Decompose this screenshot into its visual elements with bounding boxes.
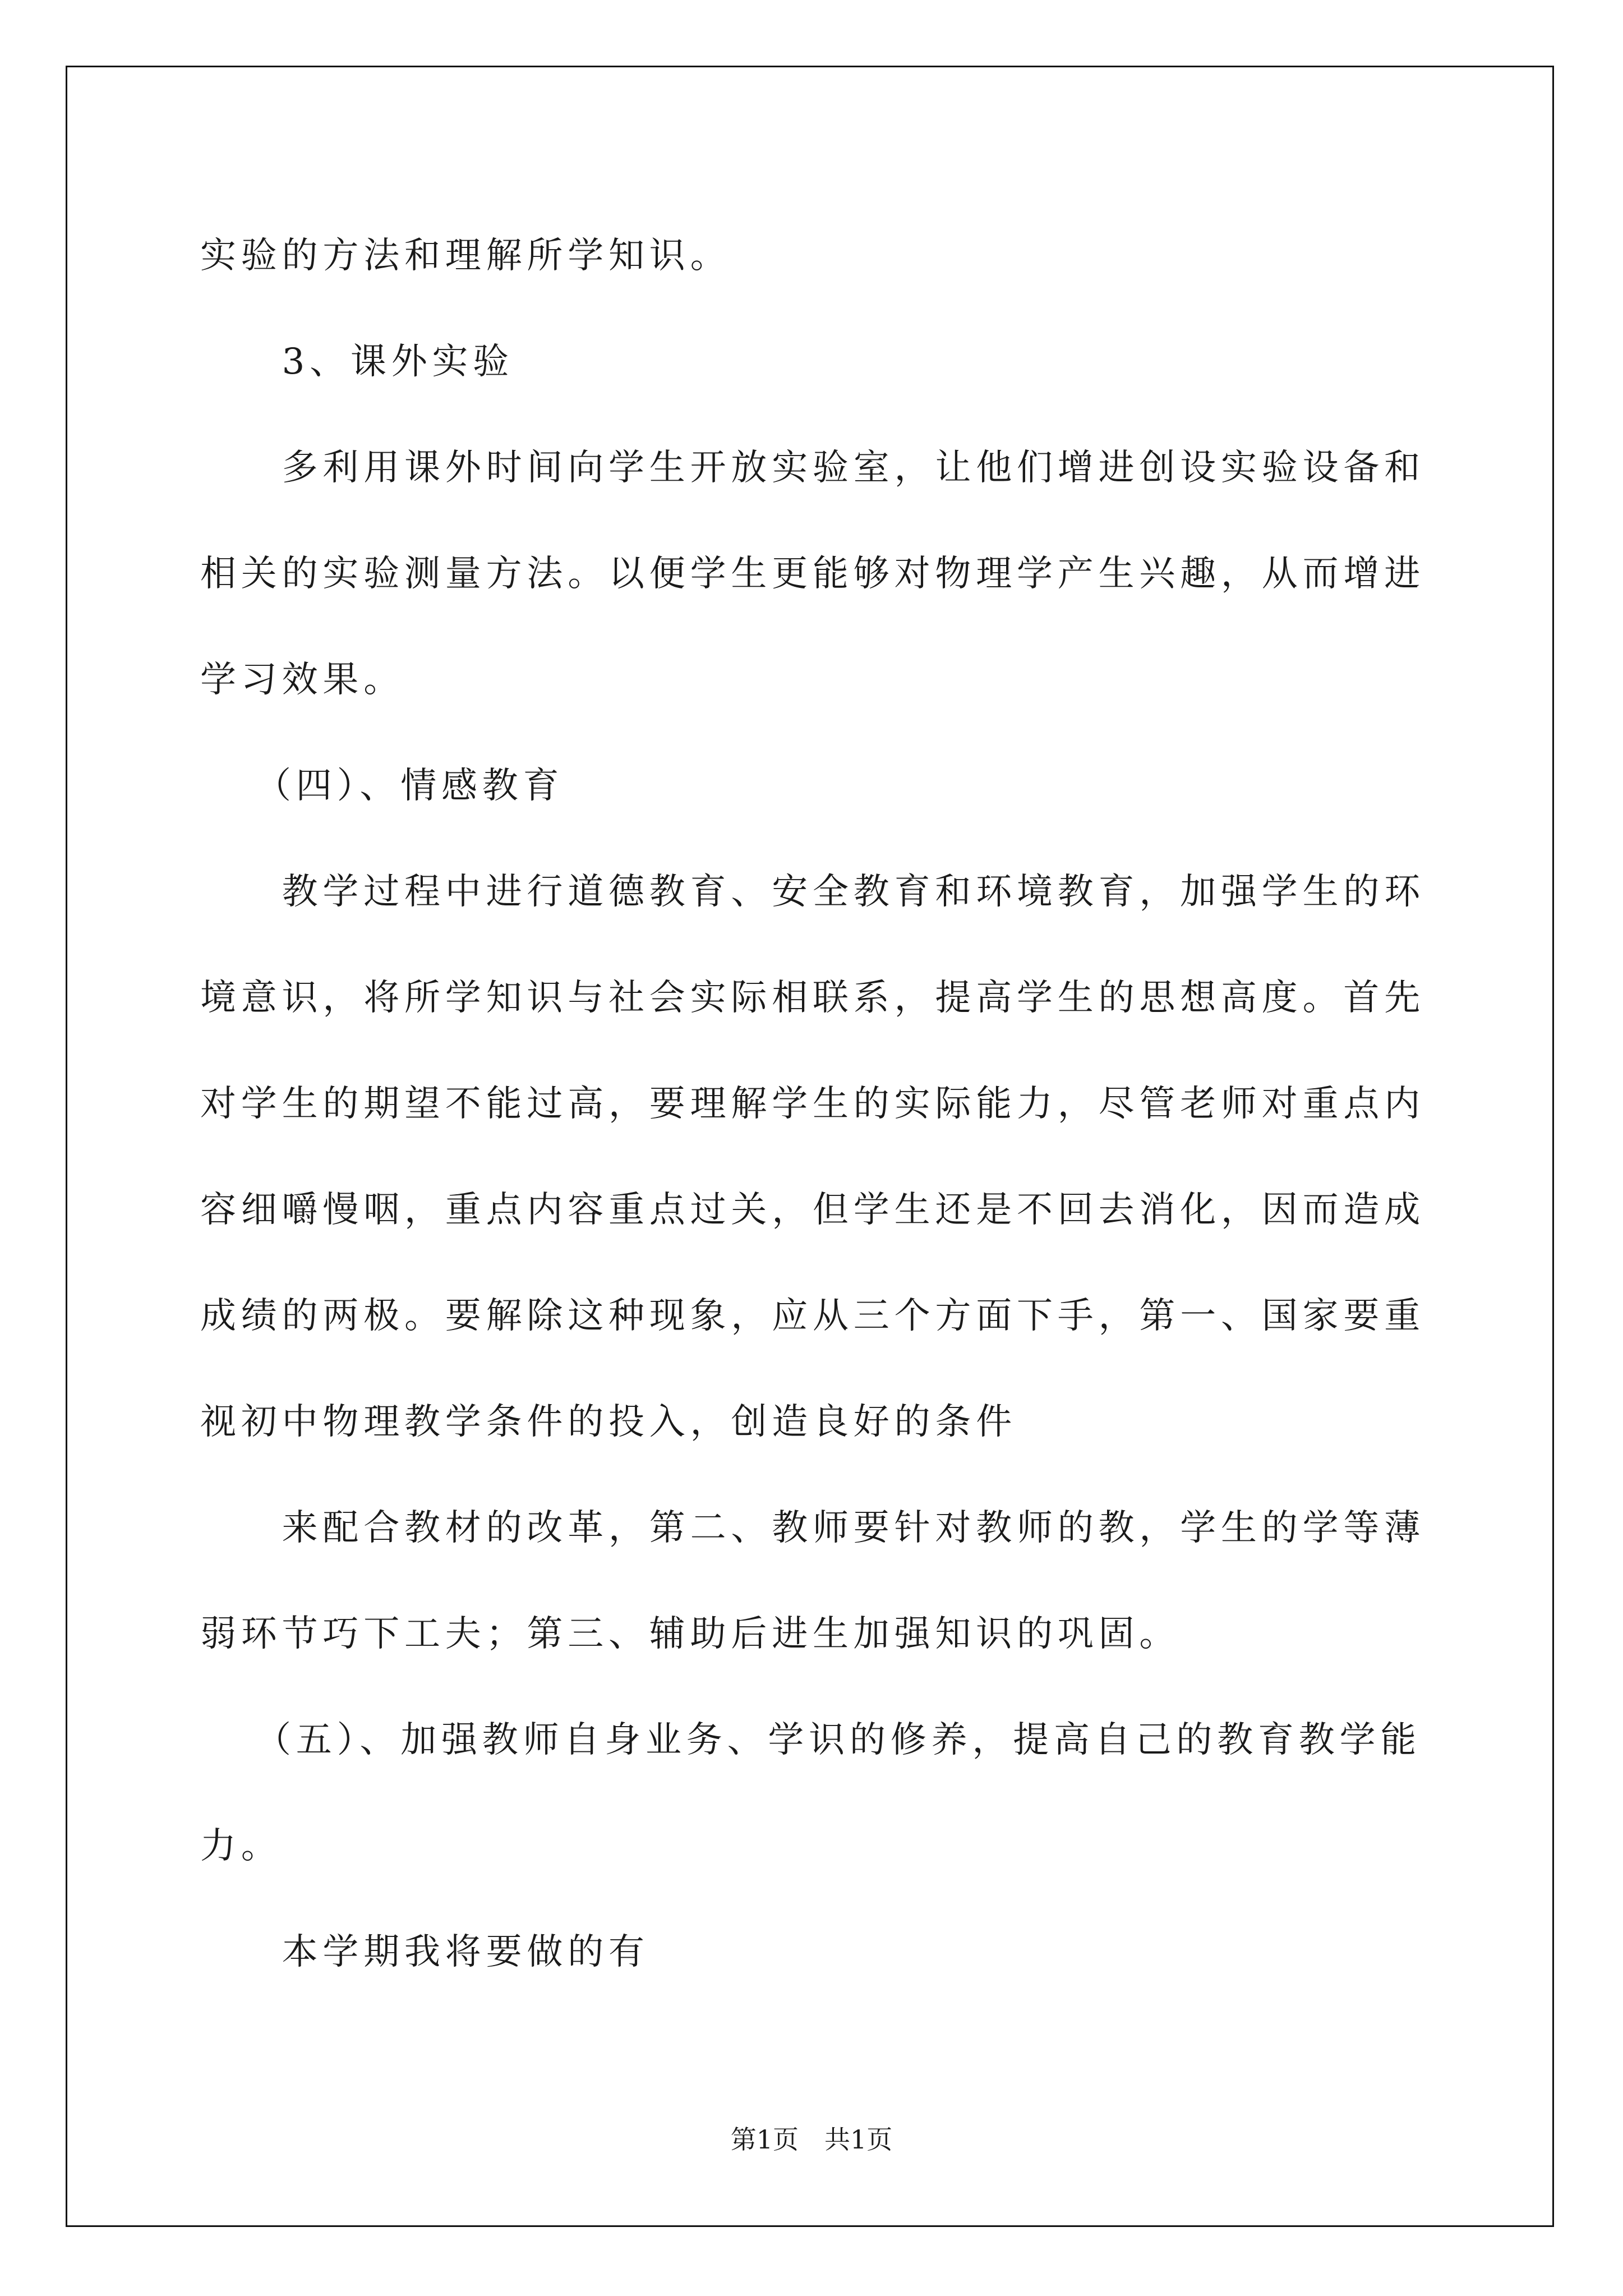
text-line: 容细嚼慢咽，重点内容重点过关，但学生还是不回去消化，因而造成 <box>200 1189 1425 1231</box>
page-total: 共1页 <box>824 2124 893 2155</box>
document-body <box>200 203 1490 2005</box>
text-line: 对学生的期望不能过高，要理解学生的实际能力，尽管老师对重点内 <box>200 1083 1425 1125</box>
text-line: 相关的实验测量方法。以便学生更能够对物理学产生兴趣，从而增进 <box>200 553 1425 595</box>
text-line: 成绩的两极。要解除这种现象，应从三个方面下手，第一、国家要重 <box>200 1295 1425 1337</box>
text-line: 来配合教材的改革，第二、教师要针对教师的教，学生的学等薄 <box>282 1507 1425 1549</box>
text-line: 视初中物理教学条件的投入，创造良好的条件 <box>200 1401 1017 1443</box>
text-line: 境意识，将所学知识与社会实际相联系，提高学生的思想高度。首先 <box>200 977 1425 1019</box>
text-line: 教学过程中进行道德教育、安全教育和环境教育，加强学生的环 <box>282 871 1425 913</box>
section-heading: （五）、加强教师自身业务、学识的修养，提高自己的教育教学能 <box>255 1719 1422 1761</box>
text-line: 力。 <box>200 1825 282 1867</box>
text-line: 弱环节巧下工夫；第三、辅助后进生加强知识的巩固。 <box>200 1613 1181 1655</box>
page-footer <box>0 2123 1623 2156</box>
text-line: 多利用课外时间向学生开放实验室，让他们增进创设实验设备和 <box>282 447 1425 489</box>
text-line: 实验的方法和理解所学知识。 <box>200 235 731 277</box>
text-line: 学习效果。 <box>200 659 404 701</box>
text-line: 本学期我将要做的有 <box>282 1931 649 1973</box>
section-heading: 3、课外实验 <box>282 341 514 383</box>
section-heading: （四）、情感教育 <box>255 765 564 807</box>
page-number: 第1页 <box>730 2124 799 2155</box>
